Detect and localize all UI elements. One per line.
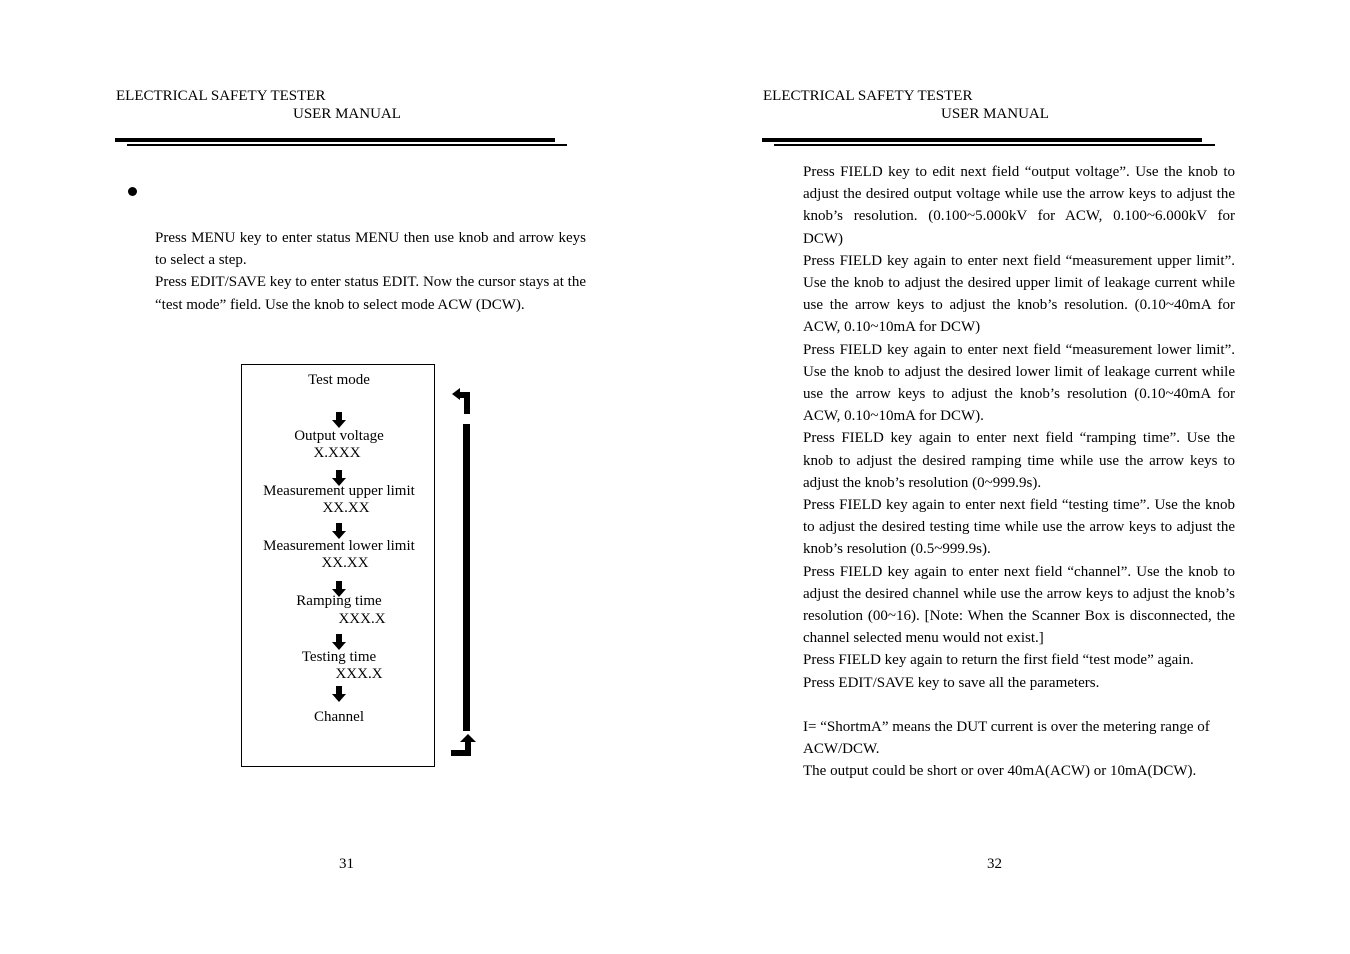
paragraph: Press FIELD key again to enter next field “ramping time”. Use the knob to adjust the desired ramping time while use the arrow keys to adjust the knob’s resolution (0~999.9s). [803,430,1235,491]
shortma-note [803,716,1240,783]
flow-step-upper-limit: Measurement upper limit [263,483,415,499]
bullet-dot [128,187,137,196]
paragraph: Press FIELD key again to enter next field “measurement lower limit”. Use the knob to adjust the desired lower limit of leakage current while use the arrow keys to adjust the knob’s resolution (0.10~40mA for ACW, 0.10~10mA for DCW). [803,341,1235,425]
loop-return-bar [463,424,470,731]
flow-value-ramping-time: XXX.X [338,611,386,627]
flow-value-upper-limit: XX.XX [322,500,370,516]
right-page [675,0,1350,954]
paragraph: Press EDIT/SAVE key to save all the parameters. [803,674,1100,691]
flow-step-test-mode: Test mode [308,372,370,388]
flow-step-output-voltage: Output voltage [294,428,384,444]
down-arrow-icon [332,412,346,428]
header-rule-thin [127,144,567,146]
paragraph: Press EDIT/SAVE key to enter status EDIT. Now the cursor stays at the “test mode” field. Use the knob to select mode ACW (DCW). [155,274,586,313]
flow-step-lower-limit: Measurement lower limit [263,538,415,554]
paragraph: I= “ShortmA” means the DUT current is over the metering range of ACW/DCW. [803,719,1210,758]
loop-arrow-top-icon [450,386,474,416]
paragraph: The output could be short or over 40mA(ACW) or 10mA(DCW). [803,763,1197,780]
paragraph: Press FIELD key to edit next field “output voltage”. Use the knob to adjust the desired output voltage while use the arrow keys to adjust the knob’s resolution. (0.100~5.000kV for ACW, 0.100~6.000kV for DCW) [803,164,1235,247]
field-instructions [803,161,1235,694]
page-number: 31 [339,856,354,872]
flow-value-lower-limit: XX.XX [321,555,369,571]
flow-step-ramping-time: Ramping time [296,593,382,609]
header-rule-thick [762,138,1202,142]
loop-arrow-bottom-icon [450,734,478,758]
flow-step-testing-time: Testing time [301,649,377,665]
paragraph: Press FIELD key again to enter next field “measurement upper limit”. Use the knob to adjust the desired upper limit of leakage current while use the arrow keys to adjust the knob’s resolution. (0.10~40mA for ACW, 0.10~10mA for DCW) [803,252,1235,336]
down-arrow-icon [332,686,346,702]
page-number: 32 [987,856,1002,872]
paragraph: Press FIELD key again to enter next field “testing time”. Use the knob to adjust the desired testing time while use the arrow keys to adjust the knob’s resolution (0.5~999.9s). [803,497,1235,558]
paragraph: Press MENU key to enter status MENU then use knob and arrow keys to select a step. [155,230,586,269]
flow-value-output-voltage: X.XXX [313,445,361,461]
intro-text [155,227,586,316]
header-subtitle: USER MANUAL [293,106,401,122]
paragraph: Press FIELD key again to enter next field “channel”. Use the knob to adjust the desired channel while use the arrow keys to adjust the knob’s resolution (00~16). [Note: When the Scanner Box is disconnected, the channel selected menu would not exist.] [803,563,1235,647]
paragraph: Press FIELD key again to return the first field “test mode” again. [803,652,1194,669]
header-rule-thin [774,144,1215,146]
flow-value-testing-time: XXX.X [335,666,383,682]
header-subtitle: USER MANUAL [941,106,1049,122]
header-title: ELECTRICAL SAFETY TESTER [763,88,973,104]
flow-step-channel: Channel [314,709,364,725]
header-title: ELECTRICAL SAFETY TESTER [116,88,326,104]
header-rule-thick [115,138,555,142]
